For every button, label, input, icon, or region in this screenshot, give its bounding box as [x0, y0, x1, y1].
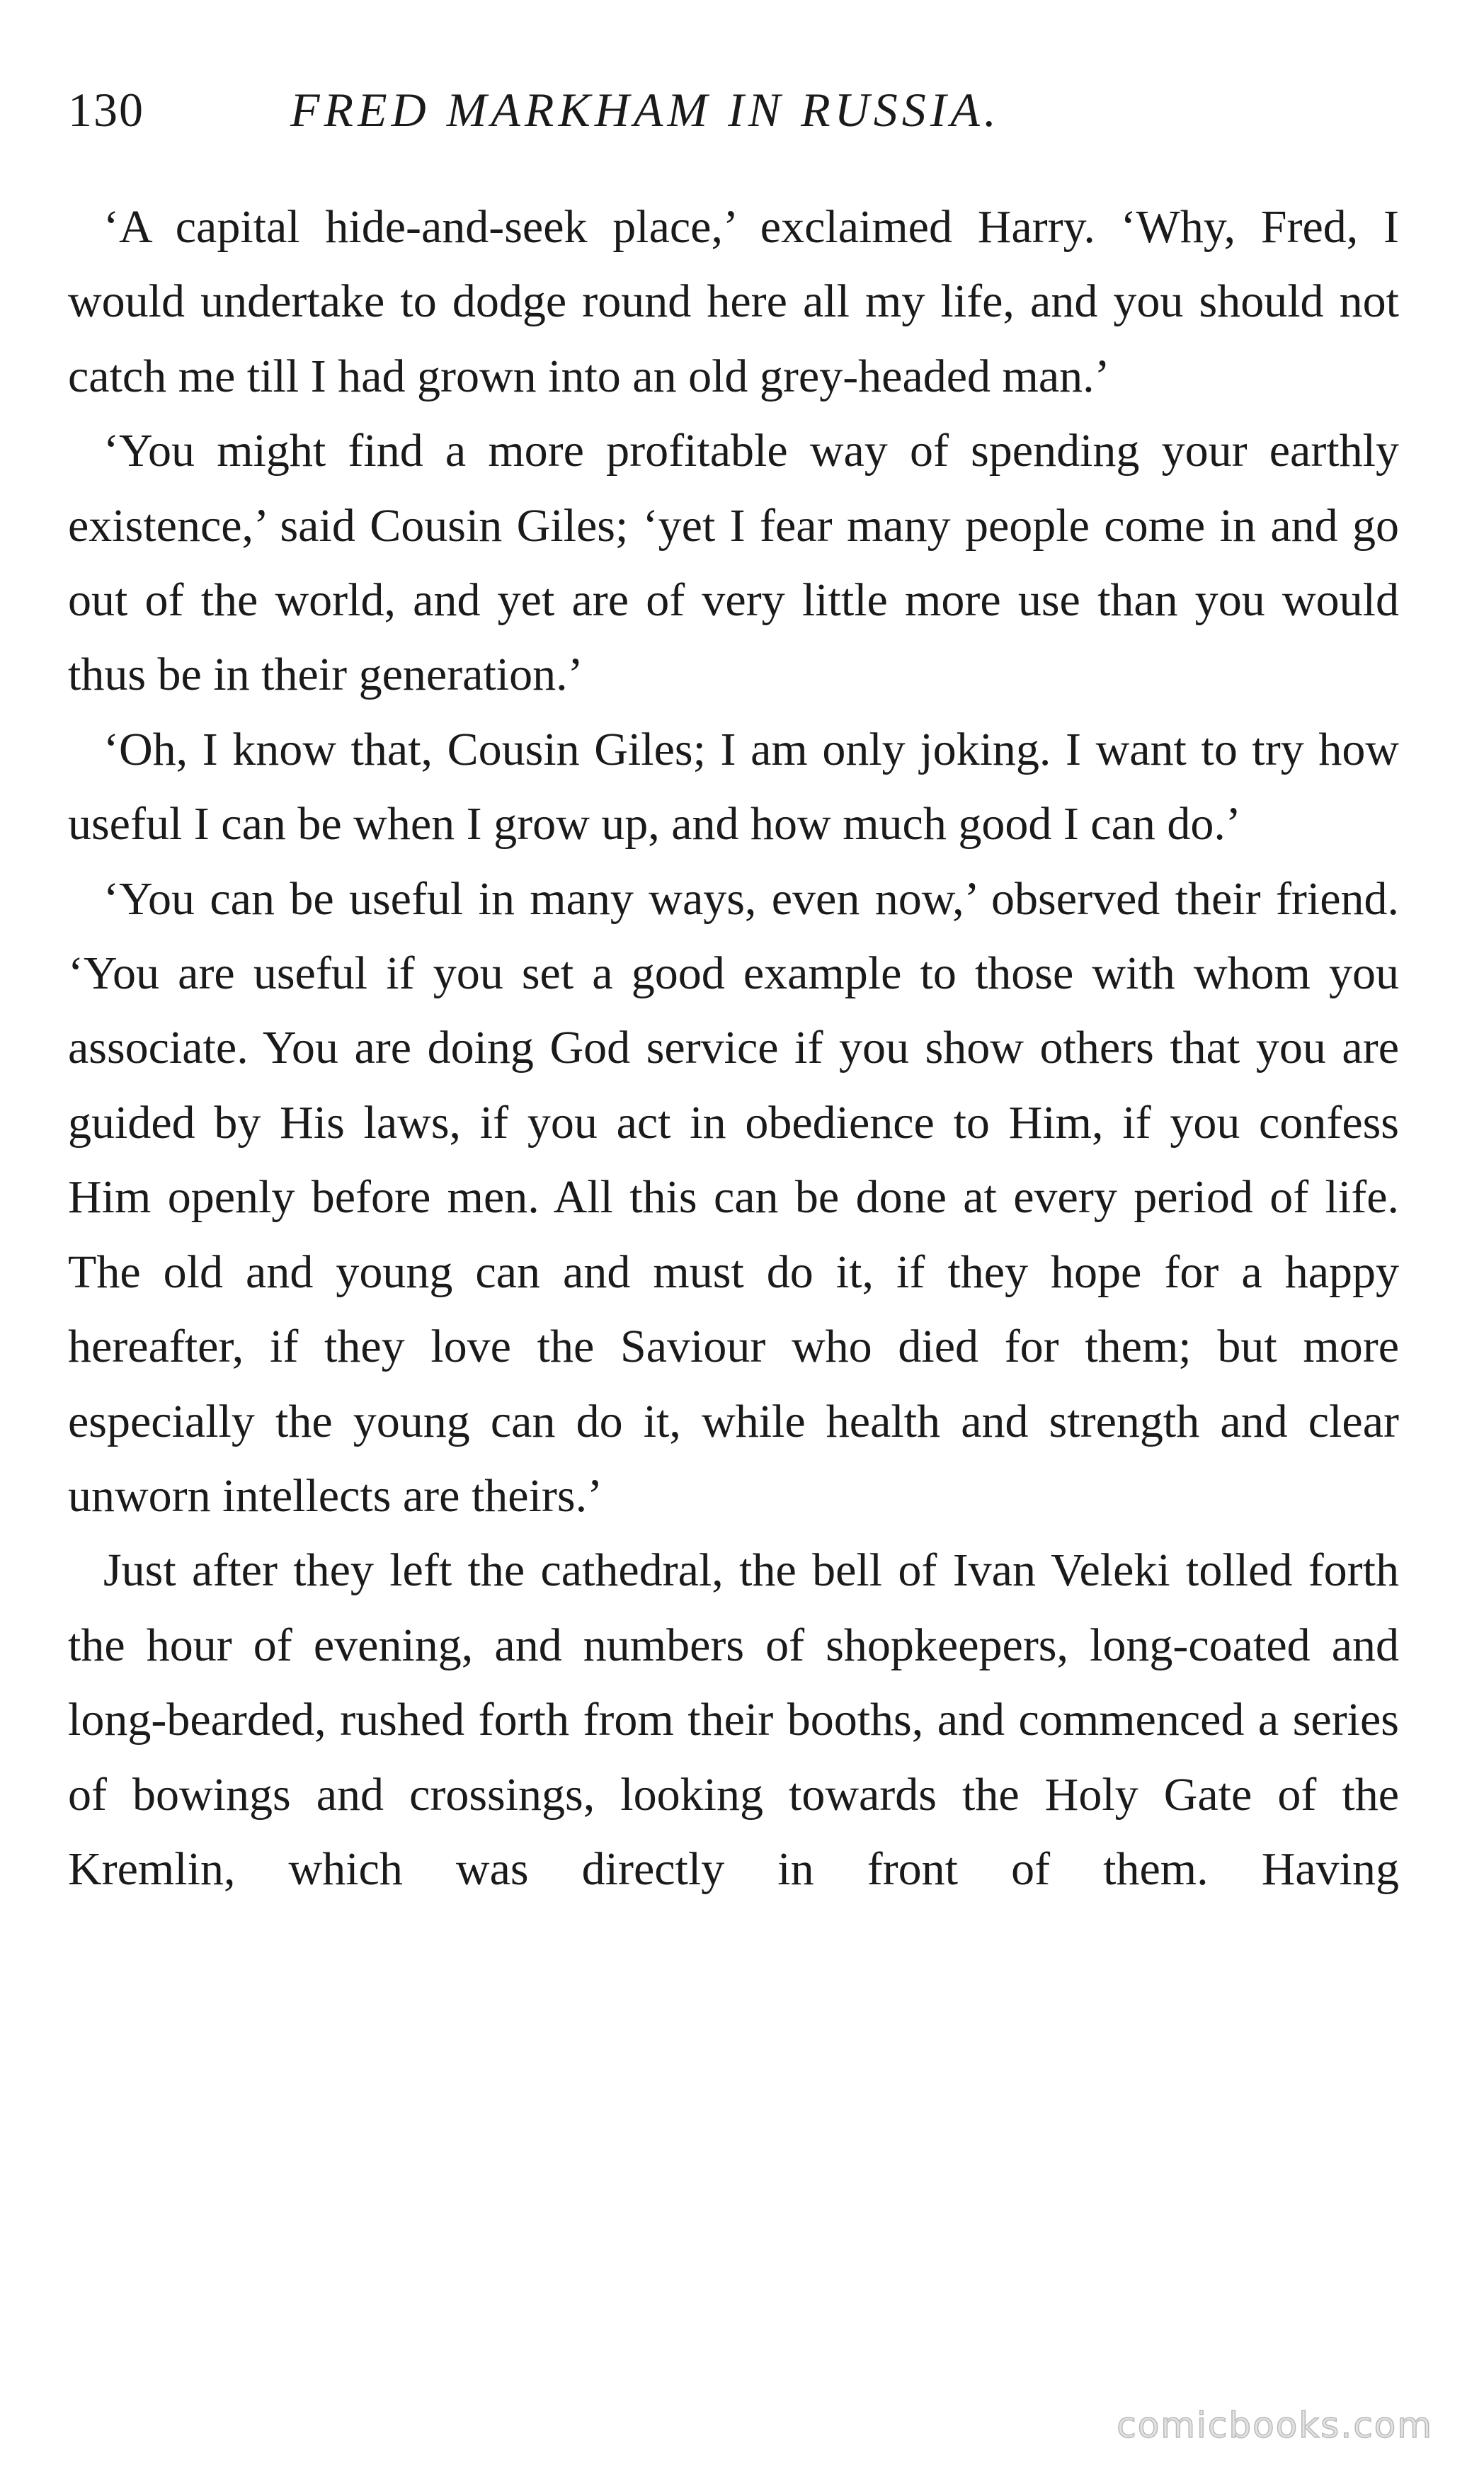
paragraph: ‘Oh, I know that, Cousin Giles; I am only joking. I want to try how useful I can be when I grow up, and how much good I can do.’ — [68, 723, 1399, 850]
book-page — [68, 71, 1399, 1906]
paragraph: ‘A capital hide-and-seek place,’ exclaimed Harry. ‘Why, Fred, I would undertake to dodge round here all my life, and you should not catch me till I had grown into an old grey-headed man.’ — [68, 201, 1399, 402]
page-number: 130 — [68, 83, 144, 137]
watermark: comicbooks.com — [1117, 2405, 1433, 2446]
body-text — [68, 190, 1399, 1906]
paragraph: Just after they left the cathedral, the bell of Ivan Veleki tolled forth the hour of evening, and numbers of shopkeepers, long-coated and long-bearded, rushed forth from their booths, and commenced a series of bowings and crossings, looking towards the Holy Gate of the Kremlin, which was directly in front of them. Having — [68, 1544, 1399, 1895]
paragraph: ‘You might find a more profitable way of spending your earthly existence,’ said Cousin Giles; ‘yet I fear many people come in and go out of the world, and yet are of very little more use than you would thus be in their generation.’ — [68, 425, 1399, 701]
page-header — [68, 71, 1399, 149]
paragraph: ‘You can be useful in many ways, even now,’ observed their friend. ‘You are useful if you set a good example to those with whom you associate. You are doing God service if you show others that you are guided by His laws, if you act in obedience to Him, if you confess Him openly before men. All this can be done at every period of life. The old and young can and must do it, if they hope for a happy hereafter, if they love the Saviour who died for them; but more especially the young can do it, while health and strength and clear unworn intellects are theirs.’ — [68, 872, 1399, 1522]
running-title: FRED MARKHAM IN RUSSIA. — [290, 83, 1000, 137]
